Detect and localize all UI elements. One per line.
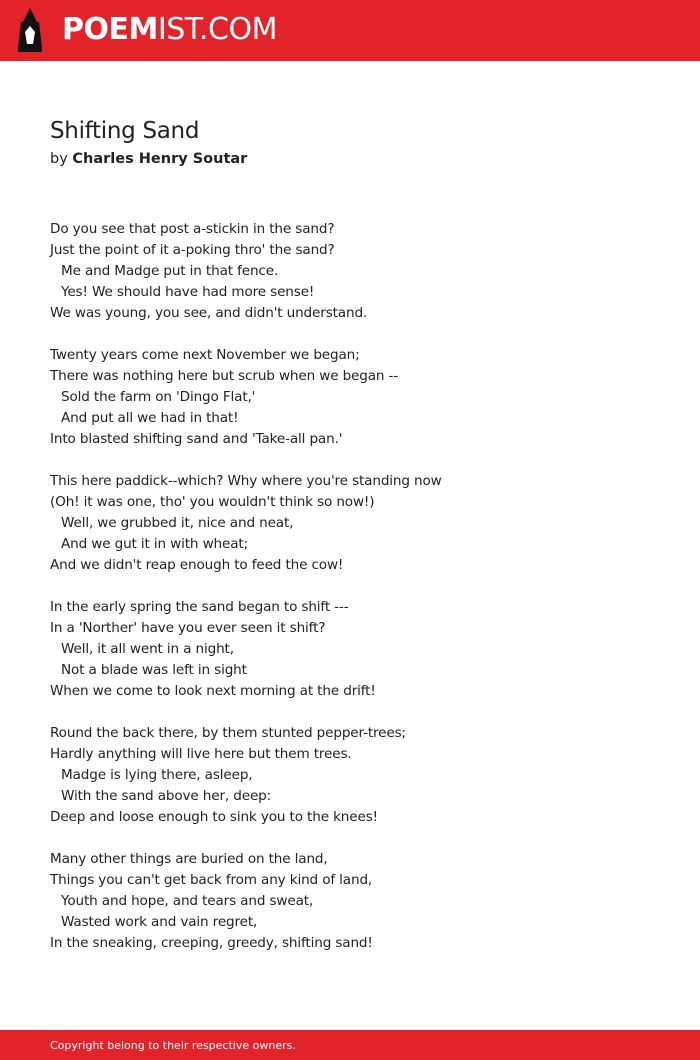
poem-line: Many other things are buried on the land, xyxy=(50,851,328,867)
poem-stanza xyxy=(50,723,670,828)
poem-line: Well, we grubbed it, nice and neat, xyxy=(61,515,294,531)
logo-text-light: IST.COM xyxy=(157,12,277,47)
poem-line: In the sneaking, creeping, greedy, shifting sand! xyxy=(50,935,373,951)
poem-line: In a 'Norther' have you ever seen it shift? xyxy=(50,620,326,636)
poem-stanza xyxy=(50,849,670,954)
pencil-logo-icon[interactable] xyxy=(16,8,44,52)
poem-line: Do you see that post a-stickin in the sand? xyxy=(50,221,335,237)
poem-line: (Oh! it was one, tho' you wouldn't think so now!) xyxy=(50,494,375,510)
poem-line: This here paddick--which? Why where you're standing now xyxy=(50,473,442,489)
by-label: by xyxy=(50,151,68,167)
poem-line: We was young, you see, and didn't understand. xyxy=(50,305,368,321)
poem-line: Youth and hope, and tears and sweat, xyxy=(61,893,314,909)
site-footer xyxy=(0,1030,700,1060)
poem-body xyxy=(50,219,670,954)
poem-line: Hardly anything will live here but them trees. xyxy=(50,746,352,762)
site-logo[interactable] xyxy=(62,11,277,49)
poem-line: Me and Madge put in that fence. xyxy=(61,263,279,279)
poem-line: Things you can't get back from any kind of land, xyxy=(50,872,373,888)
poem-stanza xyxy=(50,597,670,702)
poem-line: There was nothing here but scrub when we began -- xyxy=(50,368,399,384)
poem-line: And we didn't reap enough to feed the cow! xyxy=(50,557,344,573)
poem-stanza xyxy=(50,345,670,450)
poem-line: Deep and loose enough to sink you to the knees! xyxy=(50,809,378,825)
poem-line: Round the back there, by them stunted pepper-trees; xyxy=(50,725,406,741)
poem-byline xyxy=(50,149,247,169)
poem-line: Yes! We should have had more sense! xyxy=(61,284,315,300)
poem-line: In the early spring the sand began to shift --- xyxy=(50,599,349,615)
poem-line: With the sand above her, deep: xyxy=(61,788,272,804)
poem-line: And put all we had in that! xyxy=(61,410,239,426)
poem-line: Twenty years come next November we began; xyxy=(50,347,360,363)
copyright-notice: Copyright belong to their respective owners. xyxy=(50,1039,296,1052)
poem-stanza xyxy=(50,219,670,324)
site-header xyxy=(0,0,700,61)
poem-line: Into blasted shifting sand and 'Take-all pan.' xyxy=(50,431,343,447)
poem-line: Wasted work and vain regret, xyxy=(61,914,258,930)
poem-line: Madge is lying there, asleep, xyxy=(61,767,253,783)
poem-line: Well, it all went in a night, xyxy=(61,641,234,657)
logo-text-bold: POEM xyxy=(62,12,158,47)
author-name: Charles Henry Soutar xyxy=(72,151,248,167)
poem-line: Just the point of it a-poking thro' the sand? xyxy=(50,242,335,258)
poem-line: Sold the farm on 'Dingo Flat,' xyxy=(61,389,256,405)
poem-stanza xyxy=(50,471,670,576)
poem-line: And we gut it in with wheat; xyxy=(61,536,249,552)
poem-title: Shifting Sand xyxy=(50,118,200,144)
poem-line: When we come to look next morning at the drift! xyxy=(50,683,376,699)
poem-line: Not a blade was left in sight xyxy=(61,662,247,678)
